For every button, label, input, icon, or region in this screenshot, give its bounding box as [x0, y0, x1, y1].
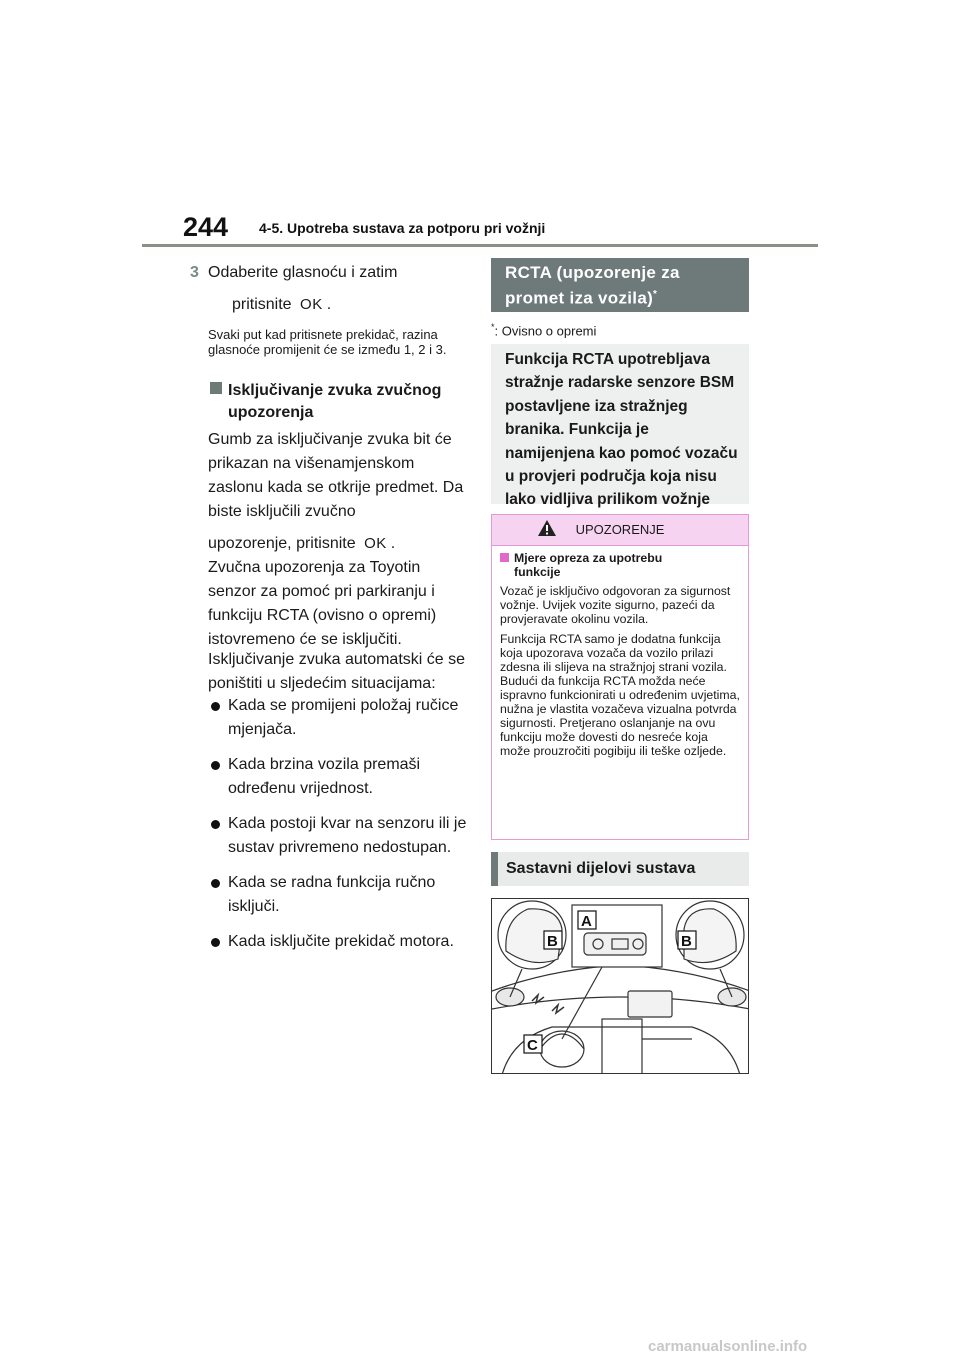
step-text-line1: Odaberite glasnoću i zatim	[208, 264, 398, 281]
ok-button-glyph: OK	[300, 296, 323, 313]
mute-subheading: Isključivanje zvuka zvučnog upozorenja	[228, 380, 468, 424]
header-divider	[142, 244, 818, 247]
ok-button-glyph-2: OK	[364, 535, 387, 552]
step-3	[190, 260, 470, 286]
warning-paragraph-1: Vozač je isključivo odgovoran za sigurnost vožnje. Uvijek vozite sigurno, pazeći da provjeravate okolinu vozila.	[500, 584, 731, 626]
section-square-icon	[210, 382, 222, 394]
system-components-diagram	[491, 898, 749, 1074]
rcta-info-box: Funkcija RCTA upotrebljava stražnje radarske senzore BSM postavljene iza stražnjeg branika. Funkcija je namijenjena kao pomoć vozaču u provjeri područja koja nisu lako vidljiva prilikom vožnje	[491, 344, 749, 504]
warning-box	[491, 514, 749, 840]
rcta-heading: RCTA (upozorenje za promet iza vozila)*	[491, 258, 749, 312]
warning-subheading: Mjere opreza za upotrebu funkcije	[500, 551, 740, 579]
list-item: Kada se radna funkcija ručno isključi.	[208, 871, 470, 919]
warning-icon	[537, 519, 557, 537]
dashboard-illustration	[492, 899, 749, 1074]
step-3-line2	[232, 292, 494, 318]
footnote: *: Ovisno o opremi	[491, 322, 597, 339]
list-item: Kada postoji kvar na senzoru ili je sustav privremeno nedostupan.	[208, 812, 470, 860]
list-item: Kada se promijeni položaj ručice mjenjača.	[208, 694, 470, 742]
page-number: 244	[183, 212, 229, 242]
auto-cancel-paragraph: Isključivanje zvuka automatski će se poništiti u sljedećim situacijama:	[208, 651, 465, 692]
components-heading: Sastavni dijelovi sustava	[491, 852, 749, 886]
cancel-conditions-list	[208, 694, 470, 965]
warning-header	[492, 515, 748, 546]
step-number: 3	[190, 264, 199, 281]
section-title: 4-5. Upotreba sustava za potporu pri vožnji	[259, 220, 546, 236]
warning-paragraph-2: Funkcija RCTA samo je dodatna funkcija koja upozorava vozača da vozilo prilazi zdesna ili slijeva na stražnjoj strani vozila. Budući da funkcija RCTA možda neće ispravno funkcionirati u određenim uvjetima, nužna je vlastita vozačeva vizualna potvrda sigurnosti. Pretjerano oslanjanje na ovu funkciju može dovesti do nesreće koja može prouzročiti pogibiju ili teške ozljede.	[500, 632, 740, 758]
label-b-left: B	[547, 933, 558, 950]
toyota-sensor-paragraph: Zvučna upozorenja za Toyotin senzor za pomoć pri parkiranju i funkciju RCTA (ovisno o opremi) istovremeno će se isključiti.	[208, 559, 437, 648]
step-text-prefix: pritisnite	[232, 296, 292, 313]
label-a: A	[581, 913, 592, 930]
volume-note: Svaki put kad pritisnete prekidač, razina glasnoće promijenit će se između 1, 2 i 3.	[208, 327, 447, 357]
label-c: C	[527, 1037, 538, 1054]
watermark: carmanualsonline.info	[648, 1338, 808, 1355]
step-text-suffix: .	[326, 296, 332, 313]
list-item: Kada isključite prekidač motora.	[208, 930, 470, 954]
warning-square-icon	[500, 553, 509, 562]
mute-paragraph: Gumb za isključivanje zvuka bit će prikazan na višenamjenskom zaslonu kada se otkrije predmet. Da biste isključili zvučno upozorenje, pritisnite OK .	[208, 428, 470, 556]
label-b-right: B	[681, 933, 692, 950]
warning-title: UPOZORENJE	[575, 522, 665, 537]
list-item: Kada brzina vozila premaši određenu vrijednost.	[208, 753, 470, 801]
